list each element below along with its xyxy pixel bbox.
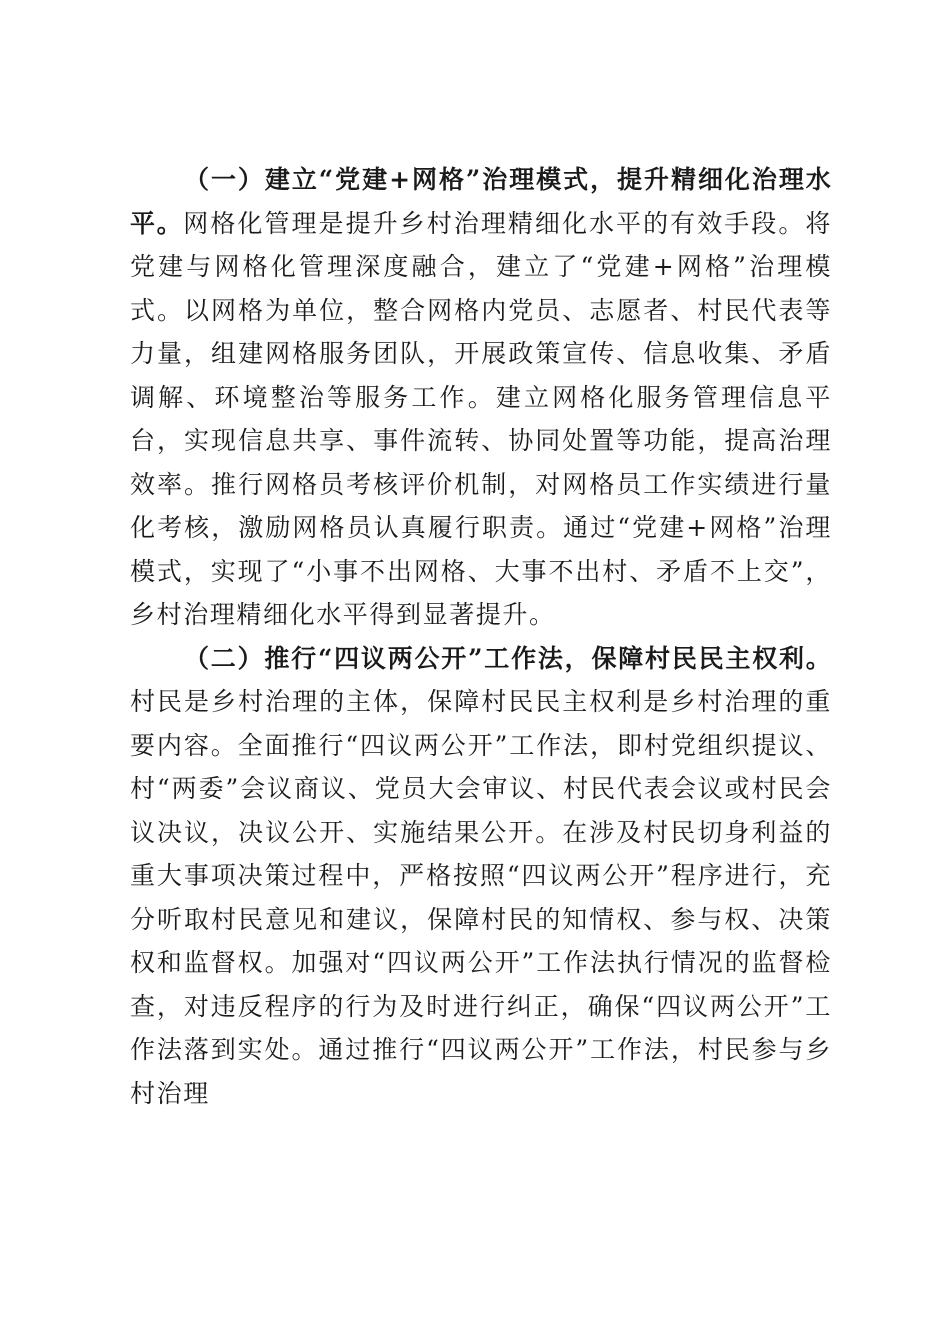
section-paragraph-1 — [130, 158, 832, 637]
section-paragraph-2 — [130, 637, 832, 1116]
section-body-1: 网格化管理是提升乡村治理精细化水平的有效手段。将党建与网格化管理深度融合，建立了“党建+网格”治理模式。以网格为单位，整合网格内党员、志愿者、村民代表等力量，组建网格服务团队，开展政策宣传、信息收集、矛盾调解、环境整治等服务工作。建立网格化服务管理信息平台，实现信息共享、事件流转、协同处置等功能，提高治理效率。推行网格员考核评价机制，对网格员工作实绩进行量化考核，激励网格员认真履行职责。通过“党建+网格”治理模式，实现了“小事不出网格、大事不出村、矛盾不上交”，乡村治理精细化水平得到显著提升。 — [130, 208, 832, 629]
section-heading-2: （二）推行“四议两公开”工作法，保障村民民主权利。 — [184, 643, 832, 673]
section-body-2: 村民是乡村治理的主体，保障村民民主权利是乡村治理的重要内容。全面推行“四议两公开”工作法，即村党组织提议、村“两委”会议商议、党员大会审议、村民代表会议或村民会议决议，决议公开、实施结果公开。在涉及村民切身利益的重大事项决策过程中，严格按照“四议两公开”程序进行，充分听取村民意见和建议，保障村民的知情权、参与权、决策权和监督权。加强对“四议两公开”工作法执行情况的监督检查，对违反程序的行为及时进行纠正，确保“四议两公开”工作法落到实处。通过推行“四议两公开”工作法，村民参与乡村治理 — [130, 687, 832, 1108]
document-body — [130, 158, 832, 1115]
section-heading-1: （一）建立“党建+网格”治理模式，提升精细化治理水平。 — [130, 165, 832, 238]
